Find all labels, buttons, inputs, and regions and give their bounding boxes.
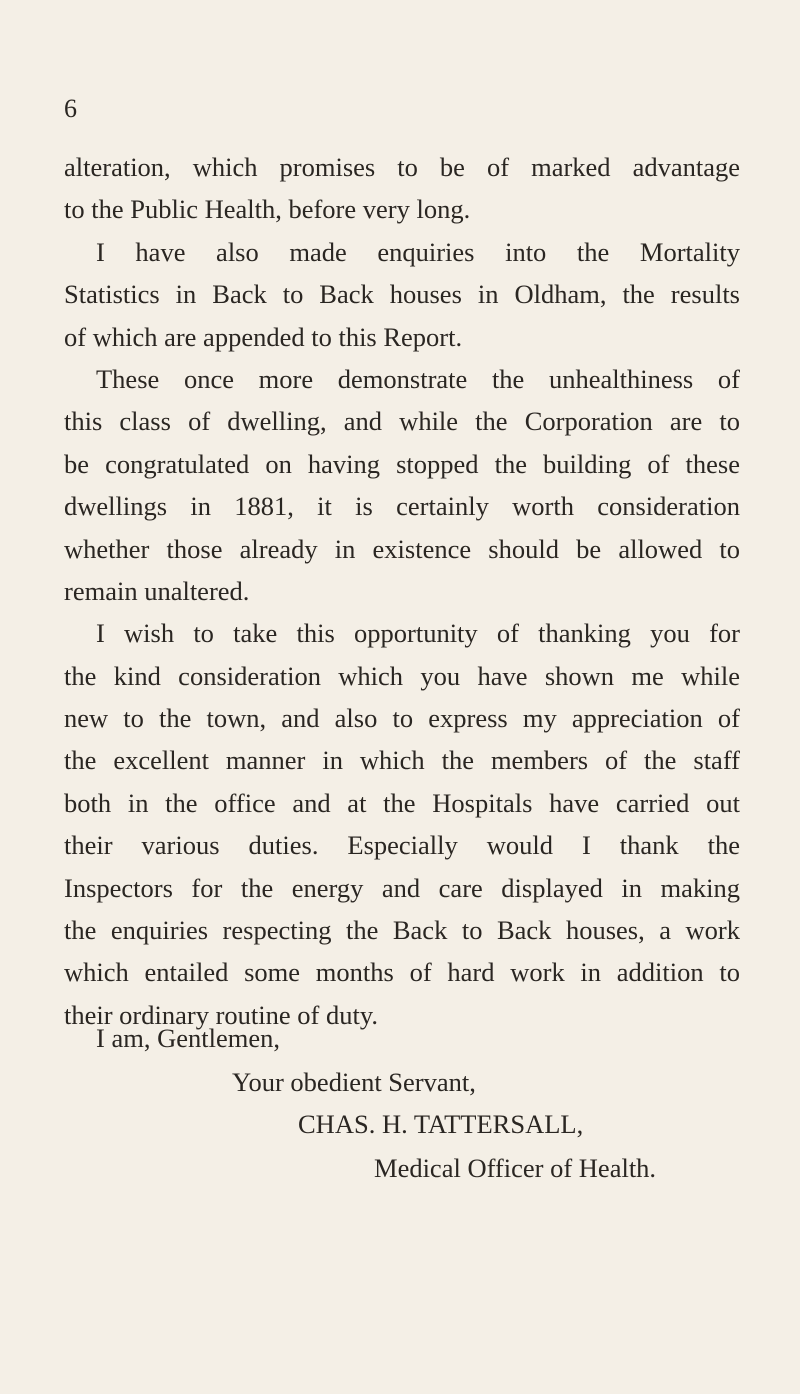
paragraph (64, 358, 740, 612)
text-line: Statistics in Back to Back houses in Oldham, the results (64, 279, 740, 310)
paragraph (64, 146, 740, 231)
text-line: both in the office and at the Hospitals have carried out (64, 787, 740, 818)
text-line: I have also made enquiries into the Mortality (96, 236, 740, 267)
signature: CHAS. H. TATTERSALL, (298, 1109, 584, 1139)
text-line: remain unaltered. (64, 575, 250, 606)
text-line: their various duties. Especially would I thank the (64, 830, 740, 861)
text-line: the kind consideration which you have shown me while (64, 660, 740, 691)
paragraph (64, 231, 740, 358)
page-number: 6 (64, 94, 77, 123)
text-line: of which are appended to this Report. (64, 321, 463, 352)
text-line: which entailed some months of hard work in addition to (64, 957, 740, 988)
text-line: the enquiries respecting the Back to Back houses, a work (64, 915, 740, 946)
text-line: whether those already in existence should be allowed to (64, 533, 740, 564)
body-text (64, 146, 740, 1036)
text-line: their ordinary routine of duty. (64, 999, 378, 1030)
salutation: I am, Gentlemen, (96, 1023, 280, 1053)
text-line: the excellent manner in which the members of the staff (64, 745, 740, 776)
text-line: dwellings in 1881, it is certainly worth consideration (64, 491, 740, 522)
text-line: These once more demonstrate the unhealthiness of (96, 363, 740, 394)
text-line: new to the town, and also to express my appreciation of (64, 703, 740, 734)
text-line: Inspectors for the energy and care displayed in making (64, 872, 740, 903)
text-line: I wish to take this opportunity of thanking you for (96, 618, 740, 649)
text-line: alteration, which promises to be of marked advantage (64, 152, 740, 182)
text-line: this class of dwelling, and while the Corporation are to (64, 406, 740, 437)
complimentary-close: Your obedient Servant, (232, 1067, 476, 1097)
text-line: to the Public Health, before very long. (64, 194, 471, 225)
paragraph (64, 612, 740, 1036)
text-line: be congratulated on having stopped the building of these (64, 448, 740, 479)
signatory-title: Medical Officer of Health. (374, 1153, 657, 1183)
